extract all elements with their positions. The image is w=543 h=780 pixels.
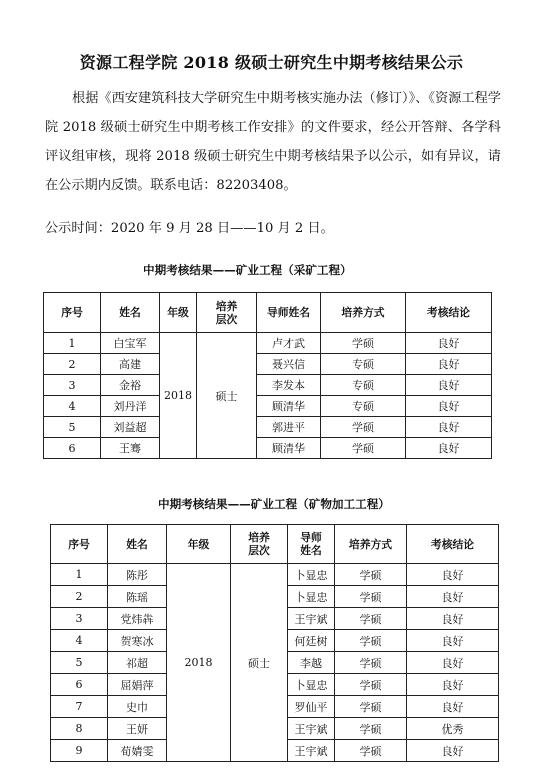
cell-level: 硕士 [197,333,257,459]
table-row [44,354,492,375]
cell-mode: 学硕 [321,417,406,438]
cell-result: 良好 [406,375,492,396]
table-heading-mineral-processing: 中期考核结果——矿业工程（矿物加工工程） [158,497,390,511]
table-row [44,438,492,459]
cell-no: 3 [44,375,101,396]
table-row [44,396,492,417]
cell-name: 刘丹洋 [101,396,160,417]
cell-name: 王妍 [108,718,167,740]
table-row [44,375,492,396]
cell-result: 良好 [406,438,492,459]
cell-advisor: 卜显忠 [288,564,335,586]
cell-result: 良好 [406,417,492,438]
cell-result: 良好 [407,740,499,762]
cell-mode: 学硕 [335,740,407,762]
cell-mode: 专硕 [321,375,406,396]
cell-result: 良好 [407,586,499,608]
results-table-mining [43,292,492,459]
table-row [44,417,492,438]
cell-name: 屈娟萍 [108,674,167,696]
cell-advisor: 卜显忠 [288,586,335,608]
cell-name: 白宝军 [101,333,160,354]
cell-result: 良好 [407,630,499,652]
publicity-period: 公示时间：2020 年 9 月 28 日——10 月 2 日。 [45,221,334,236]
cell-name: 刘益超 [101,417,160,438]
cell-result: 优秀 [407,718,499,740]
cell-no: 8 [51,718,108,740]
cell-mode: 专硕 [321,354,406,375]
cell-no: 5 [44,417,101,438]
col-header-name: 姓名 [108,525,167,564]
col-header-grade: 年级 [167,525,231,564]
table-header-row [51,525,499,564]
cell-mode: 学硕 [335,652,407,674]
cell-mode: 学硕 [335,674,407,696]
cell-result: 良好 [406,354,492,375]
cell-result: 良好 [407,564,499,586]
cell-result: 良好 [407,608,499,630]
cell-mode: 学硕 [335,696,407,718]
cell-mode: 学硕 [321,333,406,354]
cell-advisor: 顾清华 [257,396,321,417]
cell-advisor: 顾清华 [257,438,321,459]
cell-name: 史巾 [108,696,167,718]
cell-no: 1 [44,333,101,354]
col-header-no: 序号 [51,525,108,564]
cell-mode: 学硕 [335,608,407,630]
table-row [44,333,492,354]
cell-mode: 专硕 [321,396,406,417]
cell-mode: 学硕 [335,630,407,652]
cell-name: 陈彤 [108,564,167,586]
cell-name: 王骞 [101,438,160,459]
cell-name: 祁超 [108,652,167,674]
col-header-level: 培养层次 [231,525,288,564]
cell-advisor: 罗仙平 [288,696,335,718]
cell-result: 良好 [407,652,499,674]
cell-result: 良好 [406,396,492,417]
cell-no: 5 [51,652,108,674]
cell-no: 4 [44,396,101,417]
col-header-name: 姓名 [101,293,160,333]
cell-no: 1 [51,564,108,586]
col-header-result: 考核结论 [407,525,499,564]
cell-advisor: 何廷树 [288,630,335,652]
cell-result: 良好 [407,674,499,696]
col-header-advisor: 导师姓名 [288,525,335,564]
cell-mode: 学硕 [321,438,406,459]
col-header-no: 序号 [44,293,101,333]
cell-advisor: 李发本 [257,375,321,396]
cell-level: 硕士 [231,564,288,762]
cell-no: 2 [51,586,108,608]
cell-advisor: 王宇斌 [288,608,335,630]
table-heading-mining: 中期考核结果——矿业工程（采矿工程） [143,263,352,277]
cell-no: 6 [44,438,101,459]
cell-mode: 学硕 [335,564,407,586]
cell-advisor: 卜显忠 [288,674,335,696]
cell-name: 荀婧雯 [108,740,167,762]
cell-name: 陈瑶 [108,586,167,608]
body-paragraph: 根据《西安建筑科技大学研究生中期考核实施办法（修订）》、《资源工程学院 2018 级硕士研究生中期考核工作安排》的文件要求，经公开答辩、各学科评议组审核，现将 2018 级硕士研究生中期考核结果予以公示，如有异议，请在公示期内反馈。联系电话：82203408。 [45,91,501,193]
cell-no: 6 [51,674,108,696]
cell-advisor: 聂兴信 [257,354,321,375]
table-row [51,564,499,586]
col-header-result: 考核结论 [406,293,492,333]
cell-name: 金裕 [101,375,160,396]
cell-grade: 2018 [167,564,231,762]
col-header-advisor: 导师姓名 [257,293,321,333]
col-header-mode: 培养方式 [335,525,407,564]
col-header-grade: 年级 [160,293,197,333]
cell-no: 2 [44,354,101,375]
cell-advisor: 李越 [288,652,335,674]
table-header-row [44,293,492,333]
cell-no: 7 [51,696,108,718]
cell-mode: 学硕 [335,718,407,740]
cell-advisor: 王宇斌 [288,740,335,762]
cell-no: 4 [51,630,108,652]
cell-result: 良好 [406,333,492,354]
cell-grade: 2018 [160,333,197,459]
col-header-level: 培养层次 [197,293,257,333]
cell-advisor: 卢才武 [257,333,321,354]
cell-name: 贺寒冰 [108,630,167,652]
cell-name: 党炜犇 [108,608,167,630]
page-title: 资源工程学院 2018 级硕士研究生中期考核结果公示 [79,53,464,72]
cell-mode: 学硕 [335,586,407,608]
cell-advisor: 郭进平 [257,417,321,438]
results-table-mineral-processing [50,524,499,762]
cell-result: 良好 [407,696,499,718]
cell-name: 高建 [101,354,160,375]
cell-no: 3 [51,608,108,630]
col-header-mode: 培养方式 [321,293,406,333]
cell-no: 9 [51,740,108,762]
cell-advisor: 王宇斌 [288,718,335,740]
